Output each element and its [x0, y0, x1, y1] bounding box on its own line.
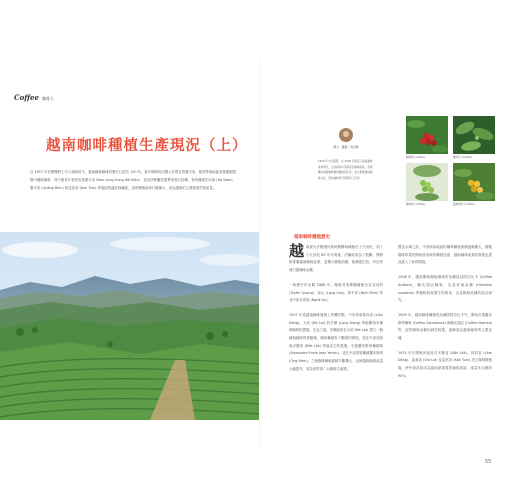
- author-box: [318, 128, 374, 181]
- section-header: [14, 93, 54, 102]
- page-gutter: [259, 60, 261, 450]
- thumbnail: [406, 163, 448, 206]
- body-paragraph: 1909 年，越南咖啡種植的品種除阿拉比卡外，開始引進羅布斯塔咖啡 (Coffea Canephora) 與賴比瑞亞 (Coffea liberica) 等，這些咖啡品種抗病性較強，逐漸成為越南咖啡的主要品種。: [398, 312, 493, 341]
- intro-paragraph: 自 1857 年法國傳教士引入咖啡苗木，越南種植咖啡的歷史已經有 150 年。最早咖啡的法國人在現在的廣平省、慶和等地地區香蕉樹園農場中種植咖啡，其中最具代表性的是廣平省 Nam vung trong đồi Kiêm，並向伊斯蘭派遣專家進行試種。有的種植在河南 (Hà Nam)、廣平省 (Quảng Bình) 和昆嵩省 (Kon Tum) 等地區的適宜栽種區，這些種植區域日漸擴大，成為越南的主要經濟作物產量。: [30, 170, 236, 190]
- section-subheading: 越南咖啡種植歷史: [294, 235, 330, 240]
- thumbnail: [453, 163, 495, 206]
- brand-logo: Coffee: [14, 93, 39, 102]
- body-paragraph: 1907 年是越南咖啡發展上的轉折點，中央高原林同省 (Lâm Đồng)、大叻 (Đà Lạt) 的多樂 (Lang Biang) 等地開始有種植咖啡的農場，在此之後，法屬政府在大叻 (Đà Lạt) 建立一個種植咖啡的實驗場，咖啡種植有了顯著的發展，並在中部高原與多樂省 (Đắk Lắk) 等地成立的農場，引進羅布斯塔種咖啡 (Alexandre Emile Jean Yersin)，並在中部高原種植羅布斯塔 (Ông Năm)。之後咖啡種植面積不斷擴大，也使越南咖啡產量大幅提升，成為世界第二大咖啡生產國。: [289, 312, 383, 371]
- coffee-cherries-yellow-photo: [453, 163, 495, 201]
- coffee-cherries-green-photo: [406, 163, 448, 201]
- thumbnail-caption: 咖啡果 (Coffee): [406, 156, 426, 159]
- photo-grid: [406, 116, 498, 206]
- thumbnail: [453, 116, 495, 159]
- coffee-cherries-red-photo: [406, 116, 448, 154]
- body-column-2: [398, 244, 492, 388]
- author-avatar: [339, 128, 353, 142]
- thumbnail-caption: 咖啡葉 (Coffee): [406, 203, 426, 206]
- body-paragraph: 一般歷史所記載 1888 年，咖啡首度傳播種植至宣光省的 (Tuyên Quang)、諒山 (Lạng Sơn)、寧平省 (Ninh Bình) 等北中部各省與 (Nghệ An)。: [289, 282, 383, 303]
- body-paragraph: 1908 年，越南開始種植咖啡的品種包括阿拉比卡 (Coffea Arabica)、賴比瑞亞咖啡，以及其他品種 (Hemileia vastatrix) 等咖啡病害發生的頻率，以及咖啡品種的改良研究。: [398, 275, 492, 303]
- thumbnail-caption: 黃熟果實 (Coffee): [453, 203, 475, 206]
- body-paragraph: 豐益水庫之前，中部高原地區的咖啡種植面積逐漸擴大，種植咖啡的農民開始使用新的種植技術，越南咖啡產業的發展也從此進入了新的階段。: [398, 245, 492, 265]
- author-caption: 撰文・攝影／吳君蘋: [333, 145, 359, 149]
- body-column-1: [289, 244, 383, 381]
- author-bio: 1968 年出生臺灣，自 2008 年起投入越南咖啡產業研究，走訪越南中部高原各咖啡產區，長期關注越南咖啡農的種植與生產，致力推廣越南咖啡文化，現為咖啡研究與教學工作者。: [318, 160, 373, 180]
- thumbnail-caption: 咖啡花 (Coffee): [453, 156, 473, 159]
- coffee-leaves-photo: [453, 116, 495, 154]
- thumbnail: [406, 116, 448, 159]
- article-title: 越南咖啡種植生產現況（上）: [46, 138, 248, 154]
- body-paragraph: 越南最大法國殖民地時期開始種植於十九世紀，到了十九世紀 80 年代與後，法屬政府為了鼓勵、開發和推廣越南咖啡產業，並擴大種植面積，陸續從巴西、印尼等地引進咖啡品種。: [289, 242, 383, 273]
- section-tag: 咖啡人: [41, 96, 54, 101]
- drop-cap: 越: [289, 242, 305, 260]
- body-paragraph: 1925 年法國殖民政府在多樂省 (Đắk Lắk)、林同省 (Lâm Đồng)、嘉萊省 (Gia Lai) 及昆嵩省 (Kon Tum) 設立咖啡種植場，使中部高原成為越南最重要的咖啡產區，產量佔全國的 90%。: [398, 350, 492, 378]
- landscape-photo: [0, 232, 259, 420]
- page-number: 55: [485, 459, 492, 465]
